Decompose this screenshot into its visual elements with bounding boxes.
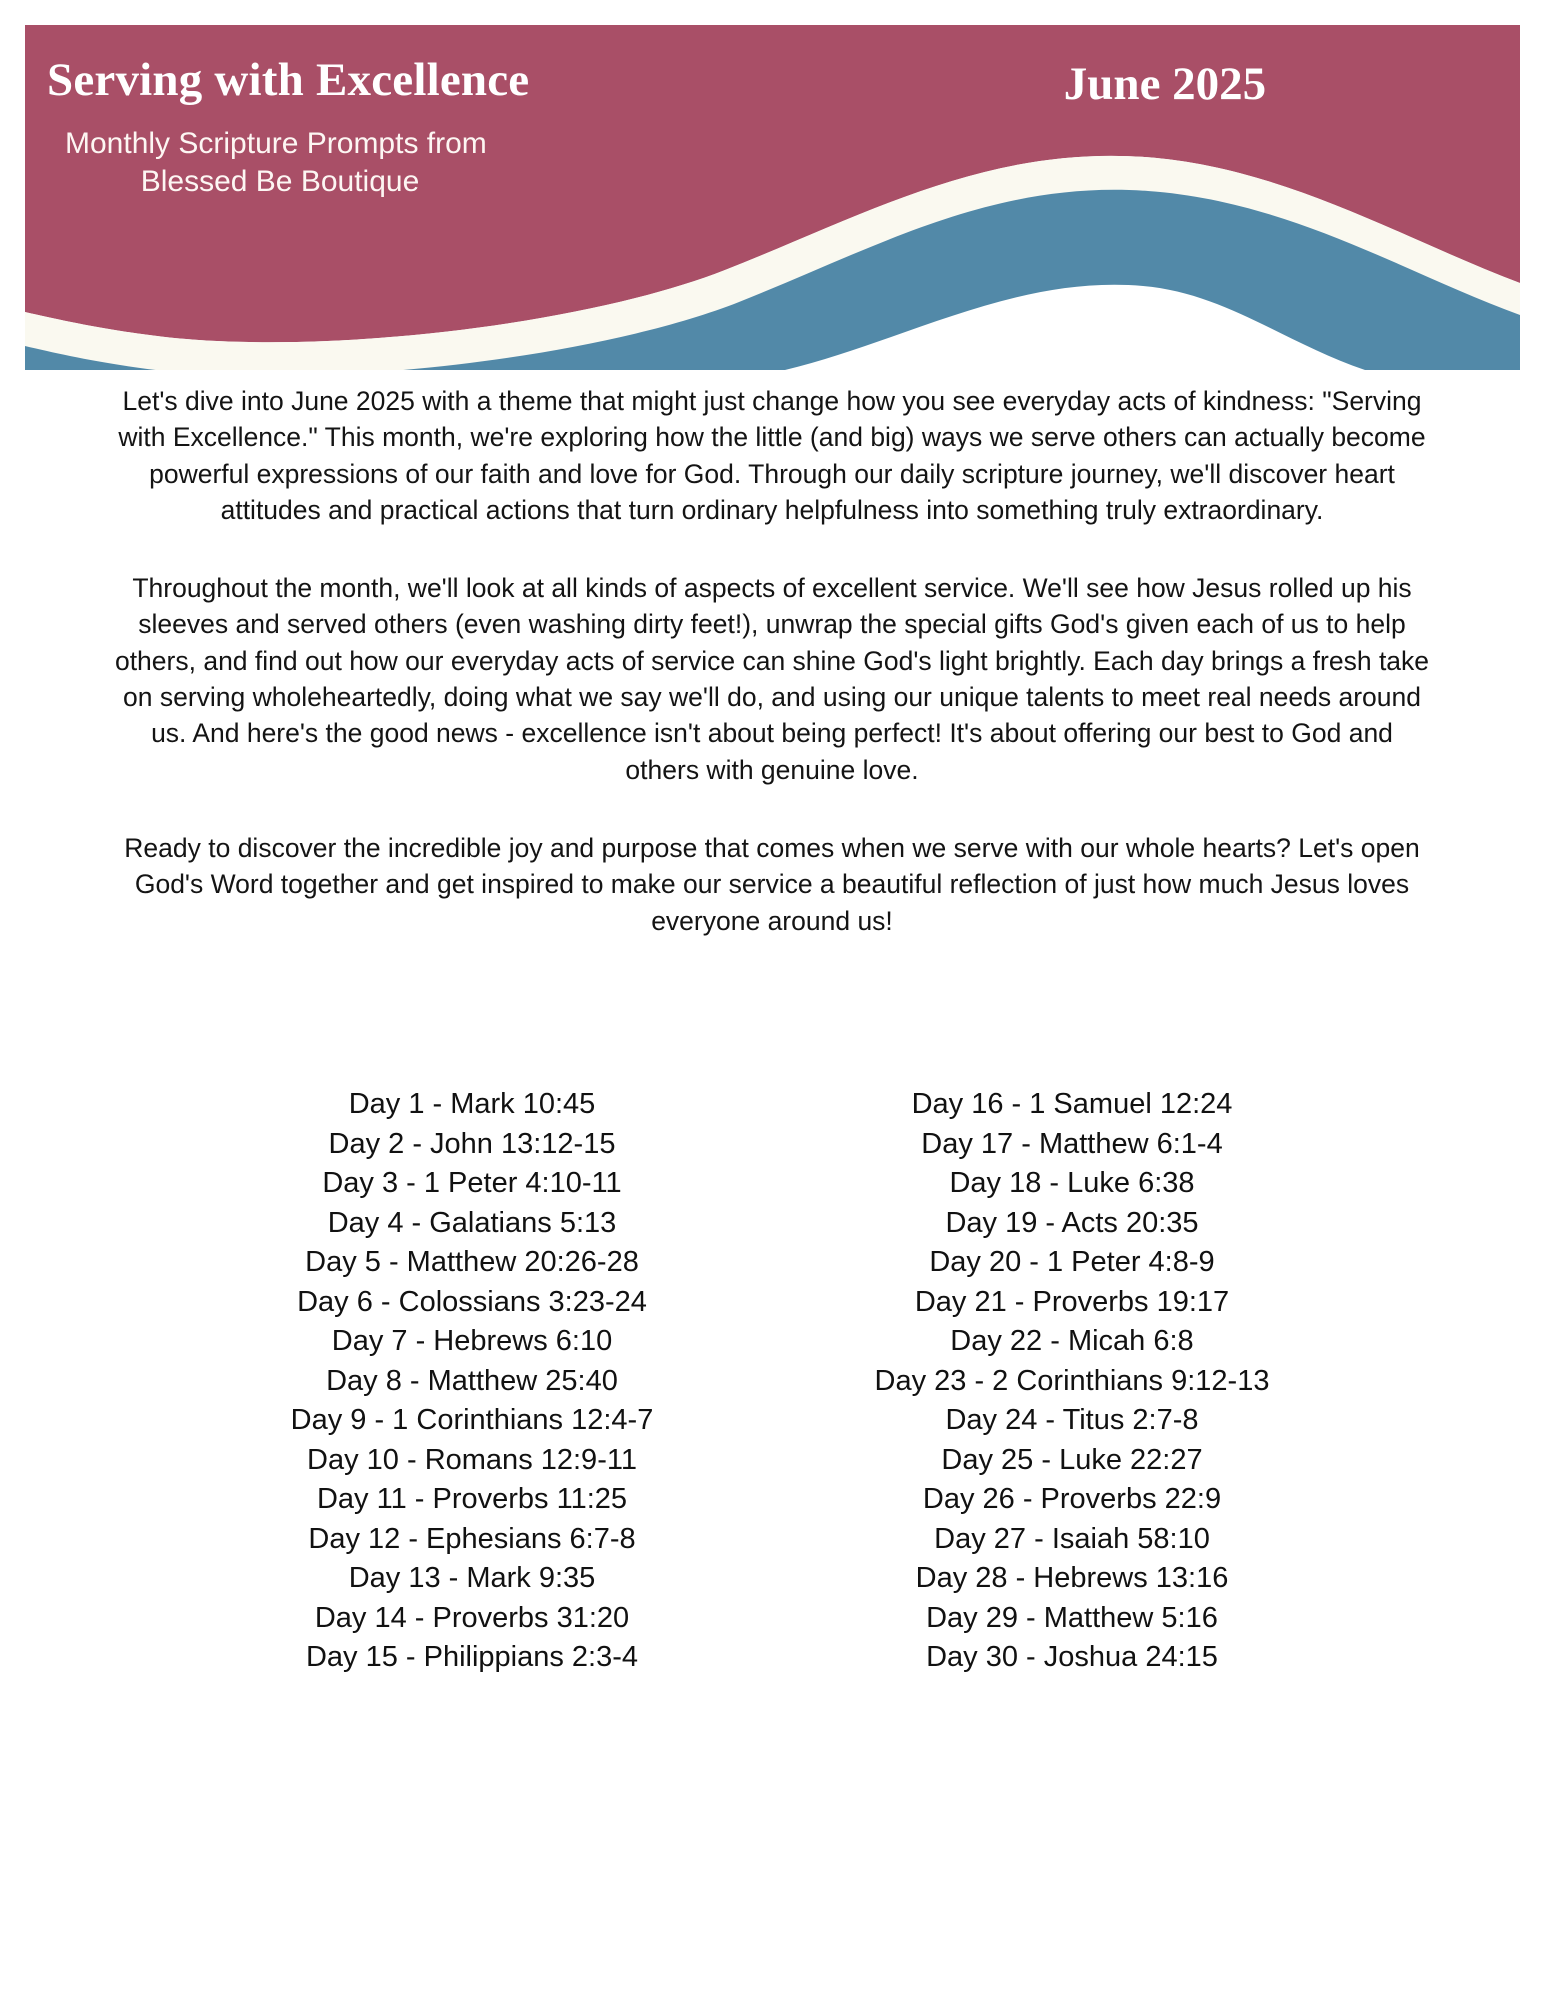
list-item: Day 10 - Romans 12:9-11	[307, 1443, 637, 1476]
list-item: Day 24 - Titus 2:7-8	[945, 1404, 1199, 1436]
list-item: Day 18 - Luke 6:38	[949, 1167, 1195, 1199]
list-item: Day 6 - Colossians 3:23-24	[297, 1285, 647, 1318]
intro-paragraph-1: Let's dive into June 2025 with a theme that might just change how you see everyday acts of kindness: "Serving with Excellence." This month, we're exploring how the little (and big) ways we serve others can actually become powerful expressions of our faith and love for God. Through our daily scripture journey, we'll discover heart attitudes and practical actions that turn ordinary helpfulness into something truly extraordinary.	[118, 386, 1426, 525]
list-item: Day 30 - Joshua 24:15	[926, 1641, 1218, 1673]
list-item: Day 1 - Mark 10:45	[348, 1088, 596, 1120]
list-item: Day 14 - Proverbs 31:20	[314, 1601, 630, 1634]
list-item: Day 12 - Ephesians 6:7-8	[308, 1522, 636, 1555]
list-item: Day 16 - 1 Samuel 12:24	[911, 1088, 1233, 1120]
subtitle-line-2: Blessed Be Boutique	[140, 165, 420, 199]
scripture-prompt-list	[112, 1085, 1432, 1678]
subtitle-line-1: Monthly Scripture Prompts from	[65, 127, 487, 160]
list-item: Day 17 - Matthew 6:1-4	[921, 1127, 1223, 1160]
newsletter-banner	[25, 25, 1520, 370]
list-item: Day 23 - 2 Corinthians 9:12-13	[874, 1364, 1270, 1397]
page-title: Serving with Excellence	[47, 54, 530, 106]
list-item: Day 11 - Proverbs 11:25	[316, 1483, 628, 1515]
intro-paragraph-2: Throughout the month, we'll look at all kinds of aspects of excellent service. We'll see how Jesus rolled up his sleeves and served others (even washing dirty feet!), unwrap the special gifts God's given each of us to help others, and find out how our everyday acts of service can shine God's light brightly. Each day brings a fresh take on serving wholeheartedly, doing what we say we'll do, and using our unique talents to meet real needs around us. And here's the good news - excellence isn't about being perfect! It's about offering our best to God and others with genuine love.	[114, 573, 1430, 785]
list-item: Day 19 - Acts 20:35	[945, 1206, 1199, 1239]
list-item: Day 5 - Matthew 20:26-28	[305, 1246, 639, 1278]
list-item: Day 21 - Proverbs 19:17	[914, 1285, 1230, 1318]
scripture-column-left	[247, 1085, 697, 1678]
banner-text-layer	[25, 25, 1520, 370]
list-item: Day 8 - Matthew 25:40	[326, 1364, 618, 1397]
list-item: Day 25 - Luke 22:27	[941, 1443, 1203, 1476]
issue-date: June 2025	[1063, 58, 1267, 110]
scripture-column-right	[847, 1085, 1297, 1678]
list-item: Day 27 - Isaiah 58:10	[934, 1522, 1210, 1555]
list-item: Day 22 - Micah 6:8	[950, 1325, 1194, 1357]
list-item: Day 7 - Hebrews 6:10	[331, 1325, 613, 1357]
list-item: Day 3 - 1 Peter 4:10-11	[322, 1167, 622, 1199]
list-item: Day 2 - John 13:12-15	[328, 1127, 616, 1160]
list-item: Day 26 - Proverbs 22:9	[922, 1483, 1222, 1515]
list-item: Day 29 - Matthew 5:16	[926, 1601, 1218, 1634]
list-item: Day 15 - Philippians 2:3-4	[305, 1641, 639, 1673]
list-item: Day 20 - 1 Peter 4:8-9	[929, 1246, 1215, 1278]
list-item: Day 13 - Mark 9:35	[348, 1562, 596, 1594]
list-item: Day 28 - Hebrews 13:16	[915, 1562, 1229, 1594]
list-item: Day 4 - Galatians 5:13	[327, 1206, 617, 1239]
list-item: Day 9 - 1 Corinthians 12:4-7	[290, 1404, 654, 1436]
intro-section	[112, 383, 1432, 939]
newsletter-subtitle	[65, 125, 495, 202]
intro-paragraph-3: Ready to discover the incredible joy and purpose that comes when we serve with our whole hearts? Let's open God's Word together and get inspired to make our service a beautiful reflection of just how much Jesus loves everyone around us!	[124, 832, 1420, 936]
